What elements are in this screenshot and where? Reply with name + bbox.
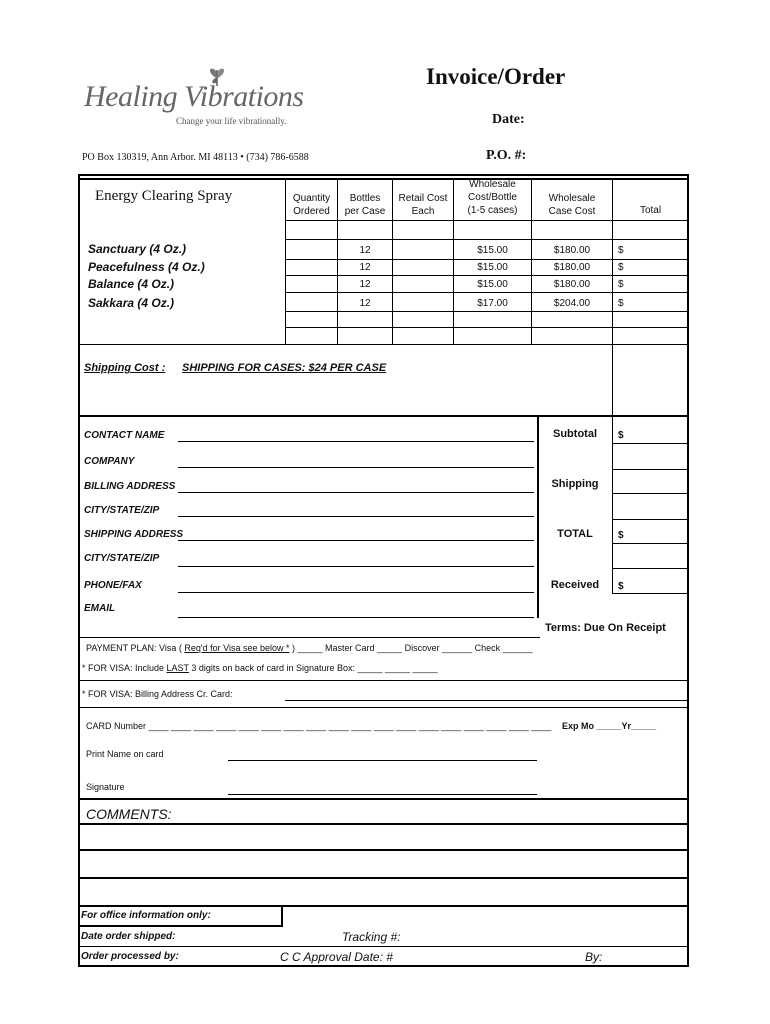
shipping-address-label: SHIPPING ADDRESS — [84, 529, 184, 540]
office-title: For office information only: — [81, 910, 211, 921]
signature-label: Signature — [86, 782, 125, 792]
col-quantity-header: Quantity Ordered — [292, 193, 331, 217]
exp-date-field[interactable]: Exp Mo _____Yr_____ — [562, 721, 657, 731]
bottles-value: 12 — [359, 245, 371, 256]
print-name-label: Print Name on card — [86, 749, 164, 759]
case-cost-value: $180.00 — [553, 279, 591, 290]
product-name: Balance (4 Oz.) — [88, 277, 175, 291]
city-state-zip-field[interactable] — [178, 516, 534, 517]
phone-fax-label: PHONE/FAX — [84, 580, 142, 591]
company-field[interactable] — [178, 467, 534, 468]
product-name: Sanctuary (4 Oz.) — [88, 242, 187, 256]
contact-name-field[interactable] — [178, 441, 534, 442]
processed-by-label: Order processed by: — [81, 951, 179, 962]
cost-bottle-value: $15.00 — [477, 262, 508, 273]
subtotal-value[interactable]: $ — [618, 430, 624, 441]
by-label: By: — [585, 950, 603, 964]
page-title: Invoice/Order — [426, 64, 566, 89]
row-total-value[interactable]: $ — [618, 279, 624, 290]
col-retail-header: Retail Cost Each — [398, 193, 448, 217]
company-label: COMPANY — [84, 456, 135, 467]
visa-billing-address-field[interactable] — [285, 700, 688, 701]
col-wholesale-bottle-header: Wholesale Cost/Bottle (1-5 cases) — [467, 179, 518, 216]
contact-name-label: CONTACT NAME — [84, 430, 165, 441]
brand-name: Healing Vibrations — [84, 80, 304, 113]
email-field[interactable] — [178, 617, 534, 618]
visa-requirement: Req'd for Visa see below * — [184, 643, 290, 653]
city-state-zip-label: CITY/STATE/ZIP — [84, 505, 160, 516]
po-label: P.O. #: — [486, 148, 527, 163]
shipping-note: SHIPPING FOR CASES: $24 PER CASE — [182, 362, 387, 374]
cost-bottle-value: $15.00 — [477, 245, 508, 256]
product-header: Energy Clearing Spray — [95, 188, 233, 204]
shipping-cost-label: Shipping Cost : — [84, 362, 166, 374]
payment-plan: PAYMENT PLAN: Visa ( Req'd for Visa see below * ) _____ Master Card _____ Discover ______ Check ______ — [86, 643, 533, 653]
email-label: EMAIL — [84, 603, 116, 614]
col-bottles-header: Bottles per Case — [344, 193, 386, 217]
cc-approval-label: C C Approval Date: # — [280, 950, 393, 964]
company-address: PO Box 130319, Ann Arbor. MI 48113 • (734) 786-6588 — [82, 152, 309, 163]
brand-logo — [84, 58, 304, 132]
received-label: Received — [550, 579, 600, 591]
cost-bottle-value: $17.00 — [477, 298, 508, 309]
city-state-zip-field[interactable] — [178, 566, 534, 567]
col-total-header: Total — [639, 205, 662, 216]
billing-address-field[interactable] — [178, 492, 534, 493]
tracking-label: Tracking #: — [342, 930, 401, 944]
terms-text: Terms: Due On Receipt — [545, 622, 666, 634]
product-name: Peacefulness (4 Oz.) — [88, 260, 205, 274]
row-total-value[interactable]: $ — [618, 262, 624, 273]
cost-bottle-value: $15.00 — [477, 279, 508, 290]
row-total-value[interactable]: $ — [618, 298, 624, 309]
total-value[interactable]: $ — [618, 530, 624, 541]
row-total-value[interactable]: $ — [618, 245, 624, 256]
bottles-value: 12 — [359, 262, 371, 273]
total-label: TOTAL — [557, 528, 593, 540]
billing-address-label: BILLING ADDRESS — [84, 481, 176, 492]
shipping-address-field[interactable] — [178, 540, 534, 541]
date-shipped-label: Date order shipped: — [81, 931, 176, 942]
case-cost-value: $180.00 — [553, 245, 591, 256]
comments-label: COMMENTS: — [86, 806, 172, 822]
signature-field[interactable] — [228, 794, 537, 795]
col-wholesale-case-header: Wholesale Case Cost — [548, 193, 596, 217]
date-label: Date: — [492, 112, 525, 127]
brand-tagline: Change your life vibrationally. — [176, 116, 287, 126]
received-value[interactable]: $ — [618, 581, 624, 592]
case-cost-value: $180.00 — [553, 262, 591, 273]
phone-fax-field[interactable] — [178, 592, 534, 593]
subtotal-label: Subtotal — [553, 428, 597, 440]
product-name: Sakkara (4 Oz.) — [88, 296, 175, 310]
card-number-field[interactable]: CARD Number ____ ____ ____ ____ ____ ____ ____ ____ ____ ____ ____ ____ ____ ____ ____ ____ ____ ____ — [86, 721, 552, 731]
bottles-value: 12 — [359, 298, 371, 309]
shipping-label: Shipping — [551, 478, 599, 490]
city-state-zip-label: CITY/STATE/ZIP — [84, 553, 160, 564]
bottles-value: 12 — [359, 279, 371, 290]
print-name-field[interactable] — [228, 760, 537, 761]
case-cost-value: $204.00 — [553, 298, 591, 309]
visa-last-digits-note: * FOR VISA: Include LAST 3 digits on back of card in Signature Box: _____ _____ _____ — [82, 663, 438, 673]
visa-billing-address-note: * FOR VISA: Billing Address Cr. Card: — [82, 689, 233, 699]
